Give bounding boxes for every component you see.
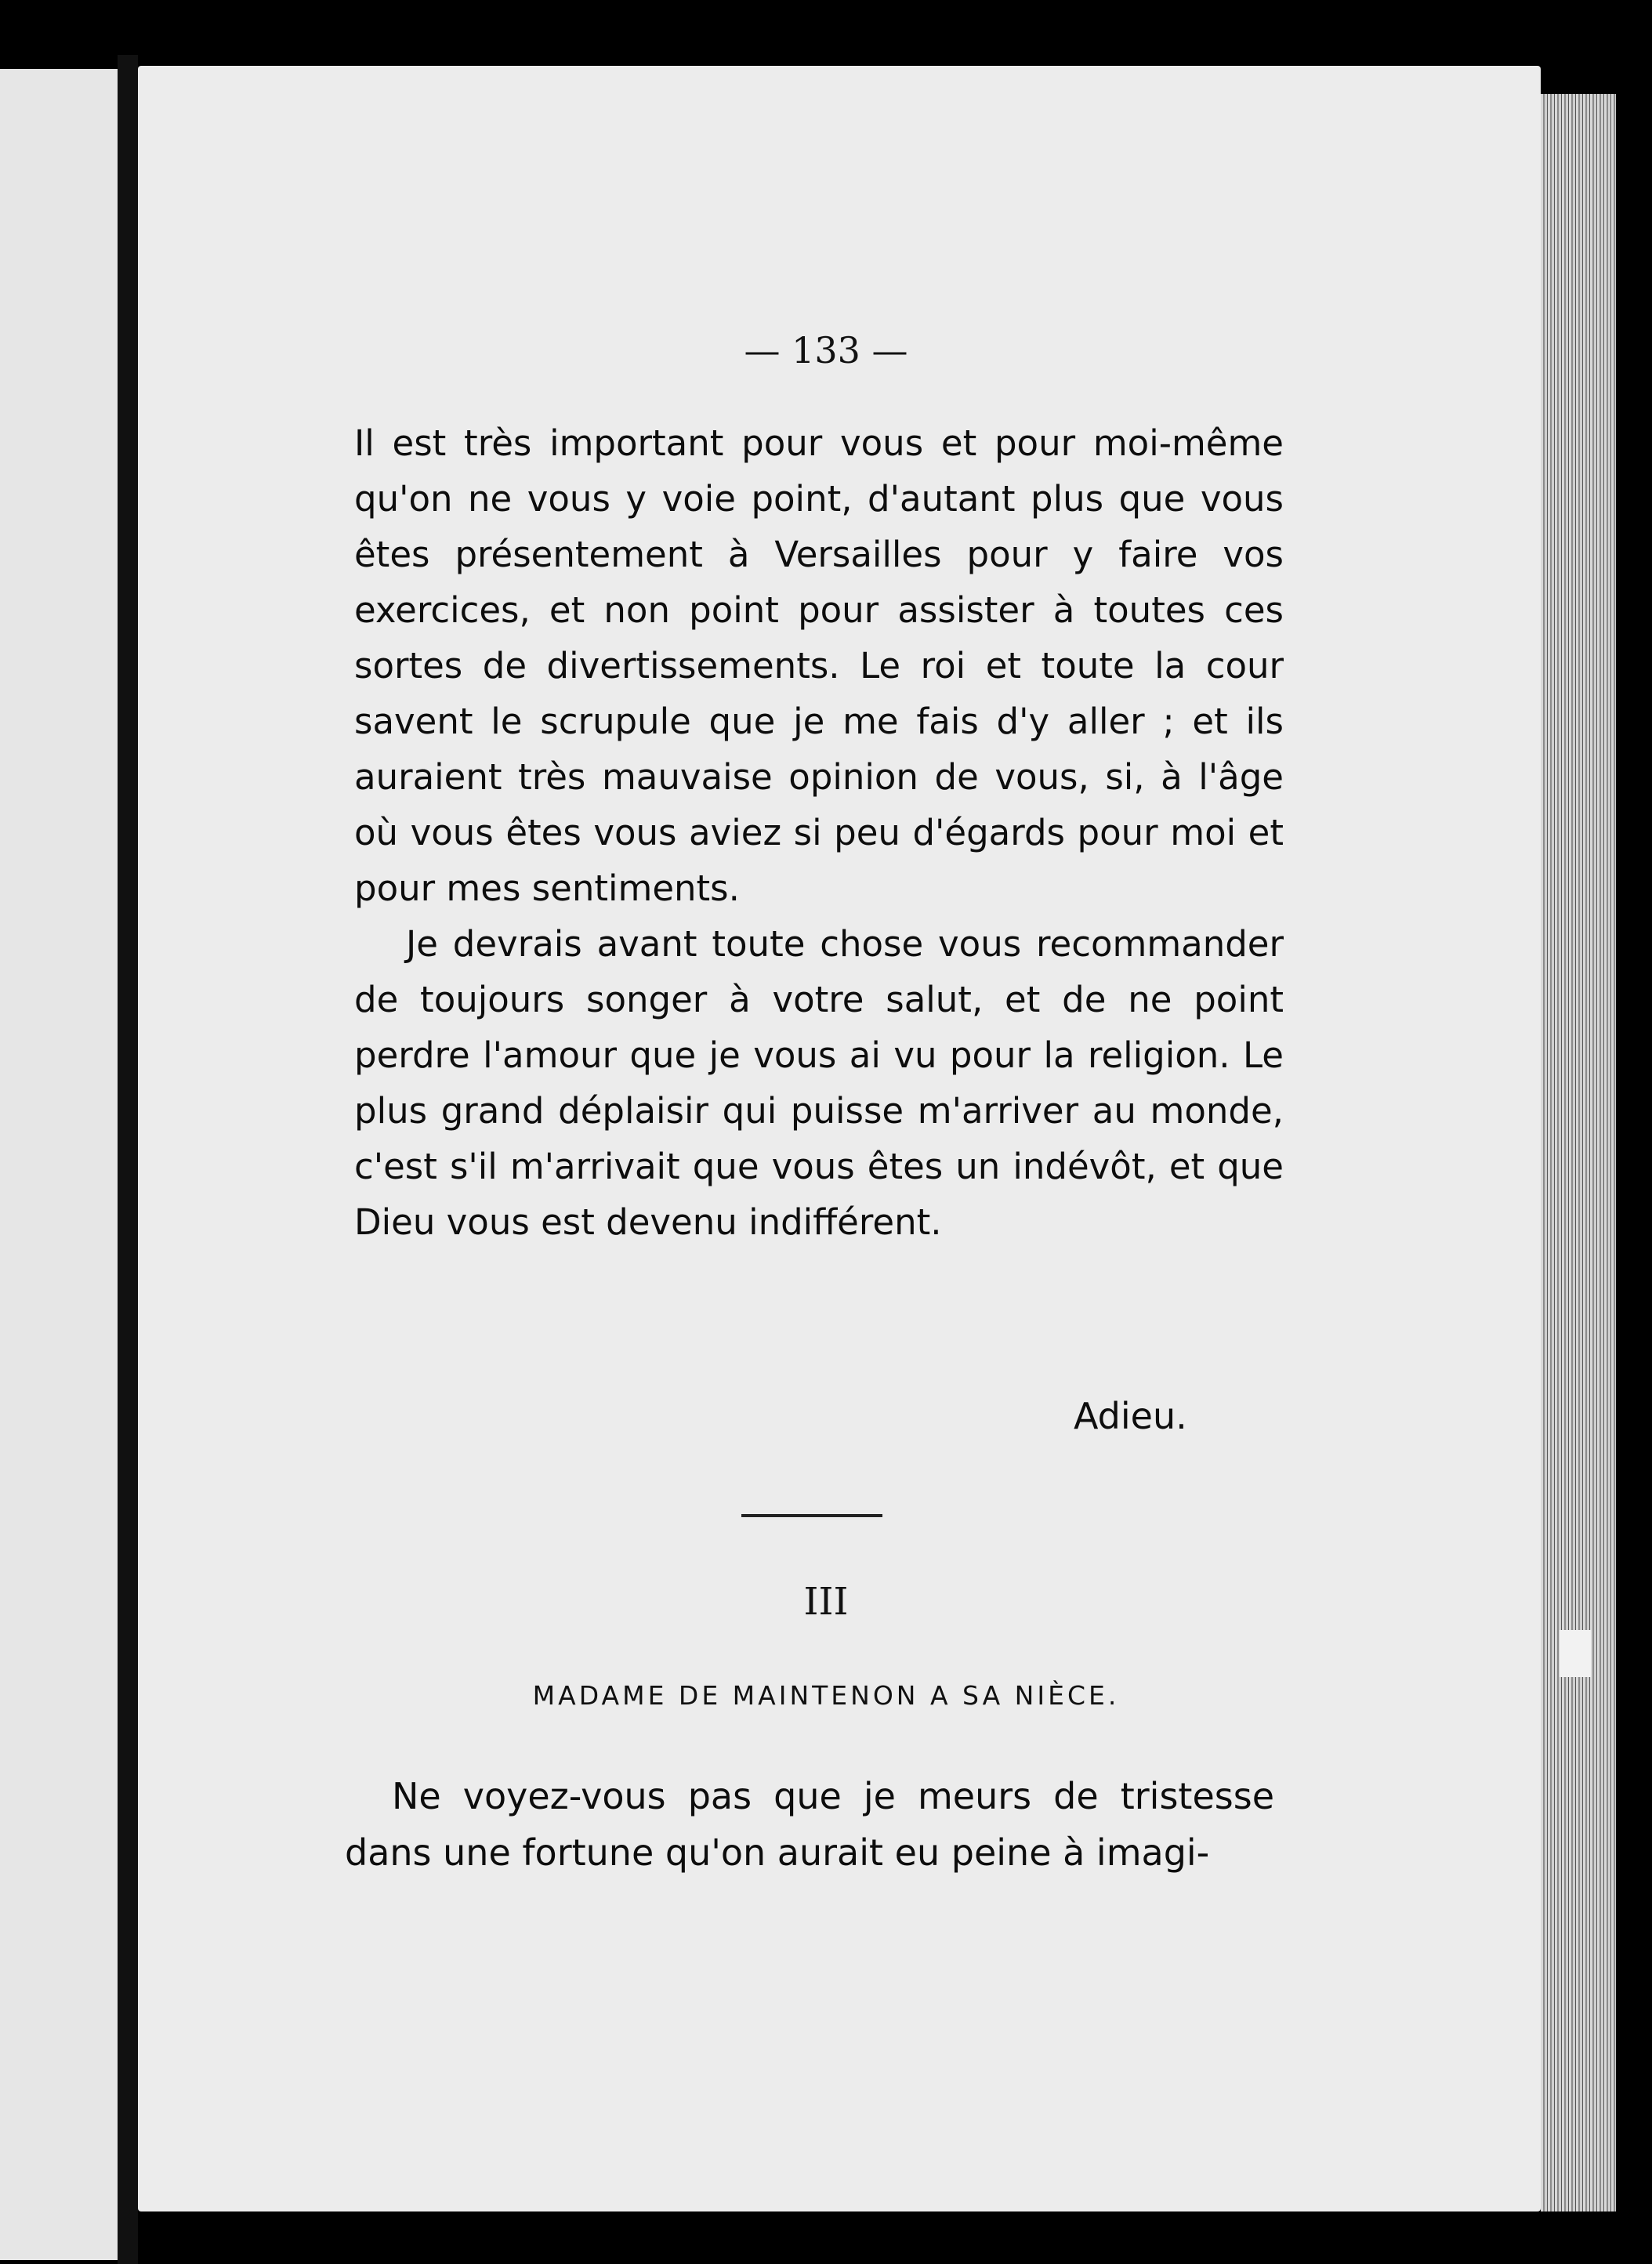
left-page-edge bbox=[0, 69, 122, 2260]
section-divider bbox=[741, 1514, 882, 1517]
letter-closing: Adieu. bbox=[1074, 1395, 1187, 1437]
page-tab bbox=[1560, 1630, 1591, 1677]
book-gutter bbox=[118, 55, 138, 2264]
letter-body bbox=[354, 415, 1284, 1250]
section-number: III bbox=[803, 1580, 849, 1624]
letter-body-2 bbox=[345, 1768, 1274, 1881]
page-number: — 133 — bbox=[744, 329, 908, 371]
page-stack-edge bbox=[1541, 94, 1616, 2211]
paragraph: Il est très important pour vous et pour moi-même qu'on ne vous y voie point, d'autant plus que vous êtes présentement à Versailles pour y faire vos exercices, et non point pour assister à toutes ces sortes de divertissements. Le roi et toute la cour savent le scrupule que je me fais d'y aller ; et ils auraient très mauvaise opinion de vous, si, à l'âge où vous êtes vous aviez si peu d'égards pour moi et pour mes sentiments. bbox=[354, 422, 1284, 909]
section-heading: MADAME DE MAINTENON A SA NIÈCE. bbox=[532, 1680, 1120, 1711]
paragraph: Je devrais avant toute chose vous recommander de toujours songer à votre salut, et de ne point perdre l'amour que je vous ai vu pour la religion. Le plus grand déplaisir qui puisse m'arriver au monde, c'est s'il m'arrivait que vous êtes un indévôt, et que Dieu vous est devenu indifférent. bbox=[354, 923, 1284, 1243]
paragraph: Ne voyez-vous pas que je meurs de tristesse dans une fortune qu'on aurait eu peine à imagi- bbox=[345, 1775, 1274, 1874]
